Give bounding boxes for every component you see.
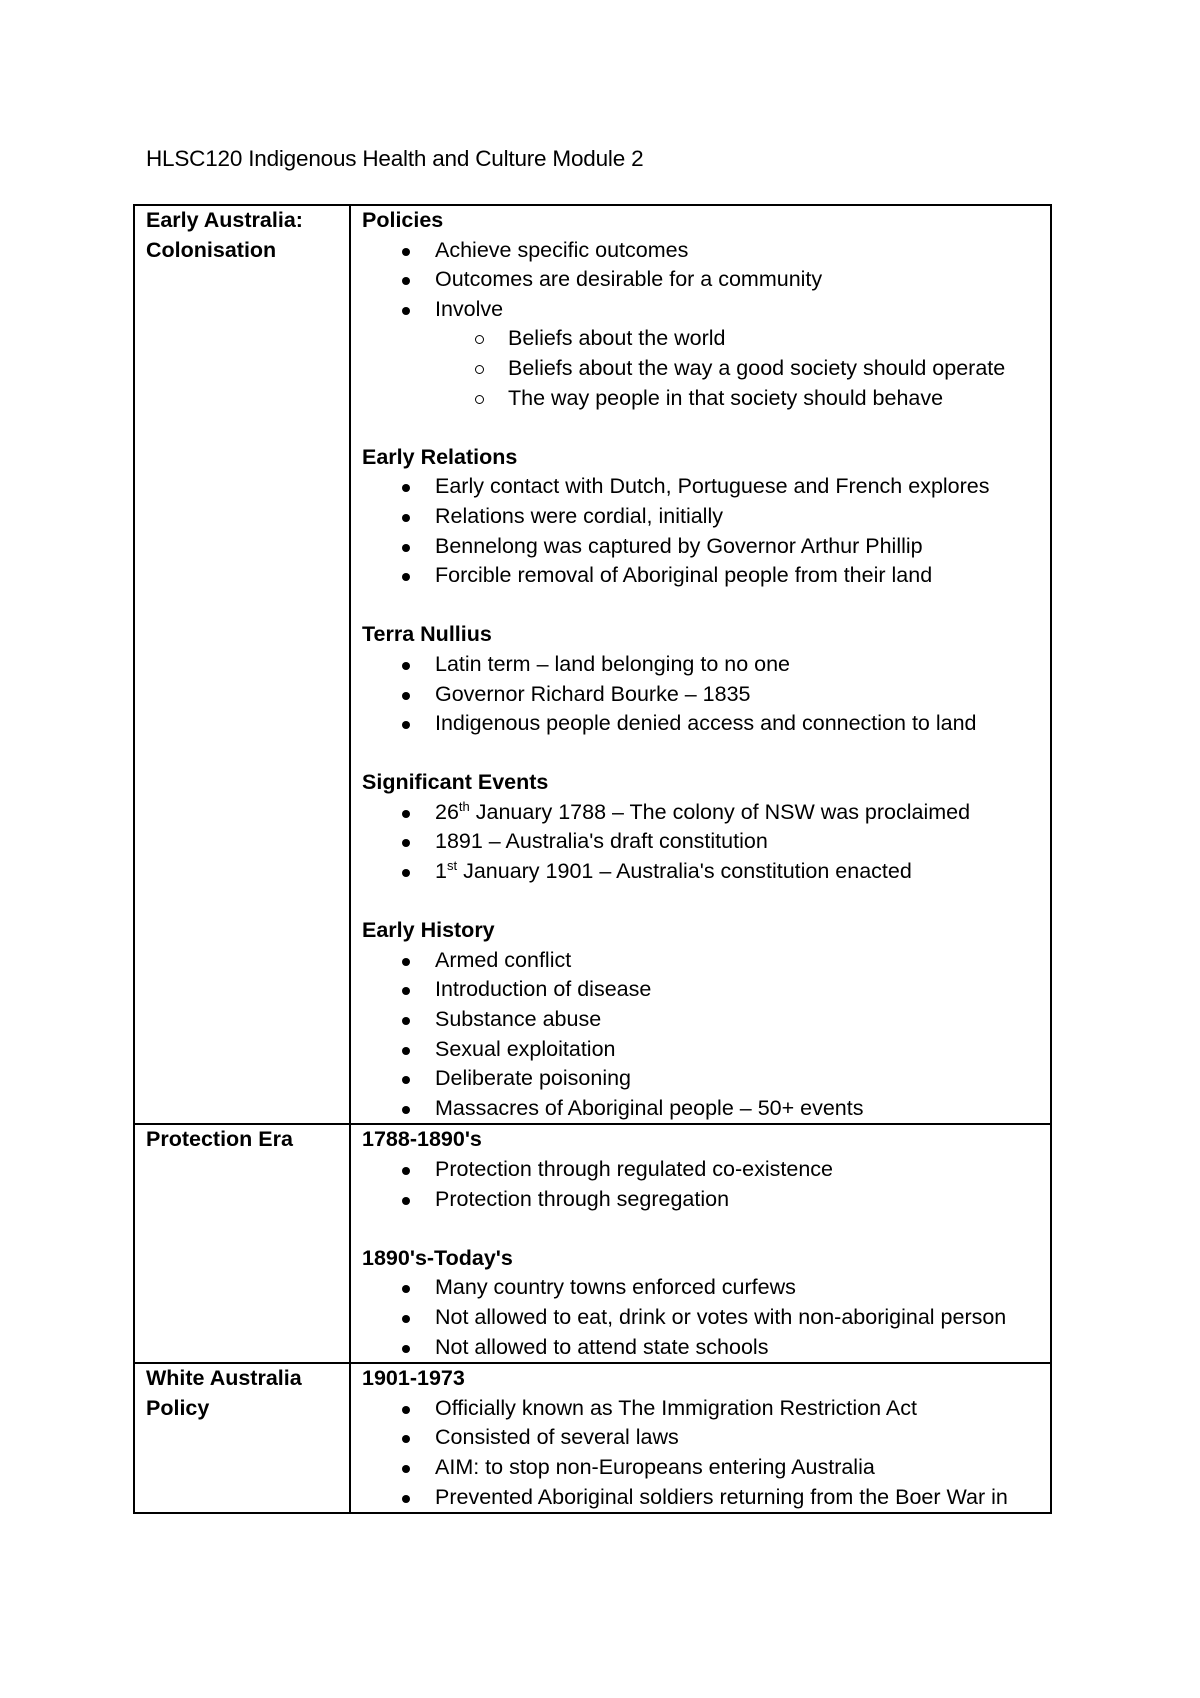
document-title: HLSC120 Indigenous Health and Culture Module 2 <box>146 146 644 171</box>
table-row <box>134 205 1051 1124</box>
bullet-list <box>362 1394 1050 1512</box>
bullet-list <box>362 650 1050 739</box>
bullet-item: Bennelong was captured by Governor Arthur Phillip <box>362 532 1050 562</box>
sub-bullet-item: Beliefs about the way a good society should operate <box>362 354 1050 384</box>
section-heading: Terra Nullius <box>362 622 492 647</box>
bullet-item: Introduction of disease <box>362 975 1050 1005</box>
bullet-item: Governor Richard Bourke – 1835 <box>362 680 1050 710</box>
bullet-item: Latin term – land belonging to no one <box>362 650 1050 680</box>
section <box>362 916 1050 1123</box>
bullet-item: 1st January 1901 – Australia's constitution enacted <box>362 857 1050 887</box>
bullet-list <box>362 1273 1050 1362</box>
section <box>362 1125 1050 1214</box>
bullet-item: Outcomes are desirable for a community <box>362 265 1050 295</box>
bullet-list <box>362 946 1050 1124</box>
ordinal-suffix: st <box>446 858 458 874</box>
section-heading: Policies <box>362 208 444 232</box>
section <box>362 768 1050 886</box>
sub-bullet-item: Beliefs about the world <box>362 324 1050 354</box>
category-cell: Early Australia: Colonisation <box>134 205 350 1124</box>
bullet-item: Involve <box>362 295 1050 325</box>
section-heading: 1788-1890's <box>362 1127 482 1152</box>
bullet-item: Protection through regulated co-existence <box>362 1155 1050 1185</box>
section <box>362 1364 1050 1512</box>
content-cell <box>350 1363 1051 1513</box>
table-row <box>134 1124 1051 1363</box>
bullet-item: Officially known as The Immigration Restriction Act <box>362 1394 1050 1424</box>
section-heading: 1890's-Today's <box>362 1245 513 1270</box>
section <box>362 1244 1050 1362</box>
bullet-item: Consisted of several laws <box>362 1423 1050 1453</box>
bullet-list <box>362 798 1050 887</box>
notes-table-body <box>134 205 1051 1513</box>
bullet-list <box>362 472 1050 590</box>
bullet-item: Armed conflict <box>362 946 1050 976</box>
content-cell <box>350 1124 1051 1363</box>
bullet-item: 26th January 1788 – The colony of NSW was proclaimed <box>362 798 1050 828</box>
category-cell: White Australia Policy <box>134 1363 350 1513</box>
notes-table <box>133 204 1052 1514</box>
bullet-item: Deliberate poisoning <box>362 1064 1050 1094</box>
bullet-item: AIM: to stop non-Europeans entering Australia <box>362 1453 1050 1483</box>
sub-bullet-item: The way people in that society should behave <box>362 384 1050 414</box>
section <box>362 620 1050 738</box>
bullet-item: Many country towns enforced curfews <box>362 1273 1050 1303</box>
bullet-item: Not allowed to attend state schools <box>362 1333 1050 1363</box>
bullet-item: Prevented Aboriginal soldiers returning from the Boer War in <box>362 1483 1050 1513</box>
content-cell <box>350 205 1051 1124</box>
bullet-item: Protection through segregation <box>362 1185 1050 1215</box>
table-row <box>134 1363 1051 1513</box>
bullet-item: Substance abuse <box>362 1005 1050 1035</box>
bullet-list <box>362 236 1050 414</box>
bullet-item: 1891 – Australia's draft constitution <box>362 827 1050 857</box>
bullet-item: Early contact with Dutch, Portuguese and French explores <box>362 472 1050 502</box>
bullet-item: Not allowed to eat, drink or votes with non-aboriginal person <box>362 1303 1050 1333</box>
section-heading: Early History <box>362 918 495 943</box>
section <box>362 443 1050 591</box>
bullet-item: Forcible removal of Aboriginal people from their land <box>362 561 1050 591</box>
section-heading: 1901-1973 <box>362 1366 465 1391</box>
bullet-list <box>362 1155 1050 1214</box>
section <box>362 206 1050 413</box>
bullet-item: Relations were cordial, initially <box>362 502 1050 532</box>
bullet-item: Achieve specific outcomes <box>362 236 1050 266</box>
section-heading: Significant Events <box>362 770 549 795</box>
category-cell: Protection Era <box>134 1124 350 1363</box>
bullet-item: Sexual exploitation <box>362 1035 1050 1065</box>
bullet-item: Indigenous people denied access and connection to land <box>362 709 1050 739</box>
ordinal-suffix: th <box>458 798 470 814</box>
bullet-item: Massacres of Aboriginal people – 50+ events <box>362 1094 1050 1124</box>
section-heading: Early Relations <box>362 444 518 469</box>
